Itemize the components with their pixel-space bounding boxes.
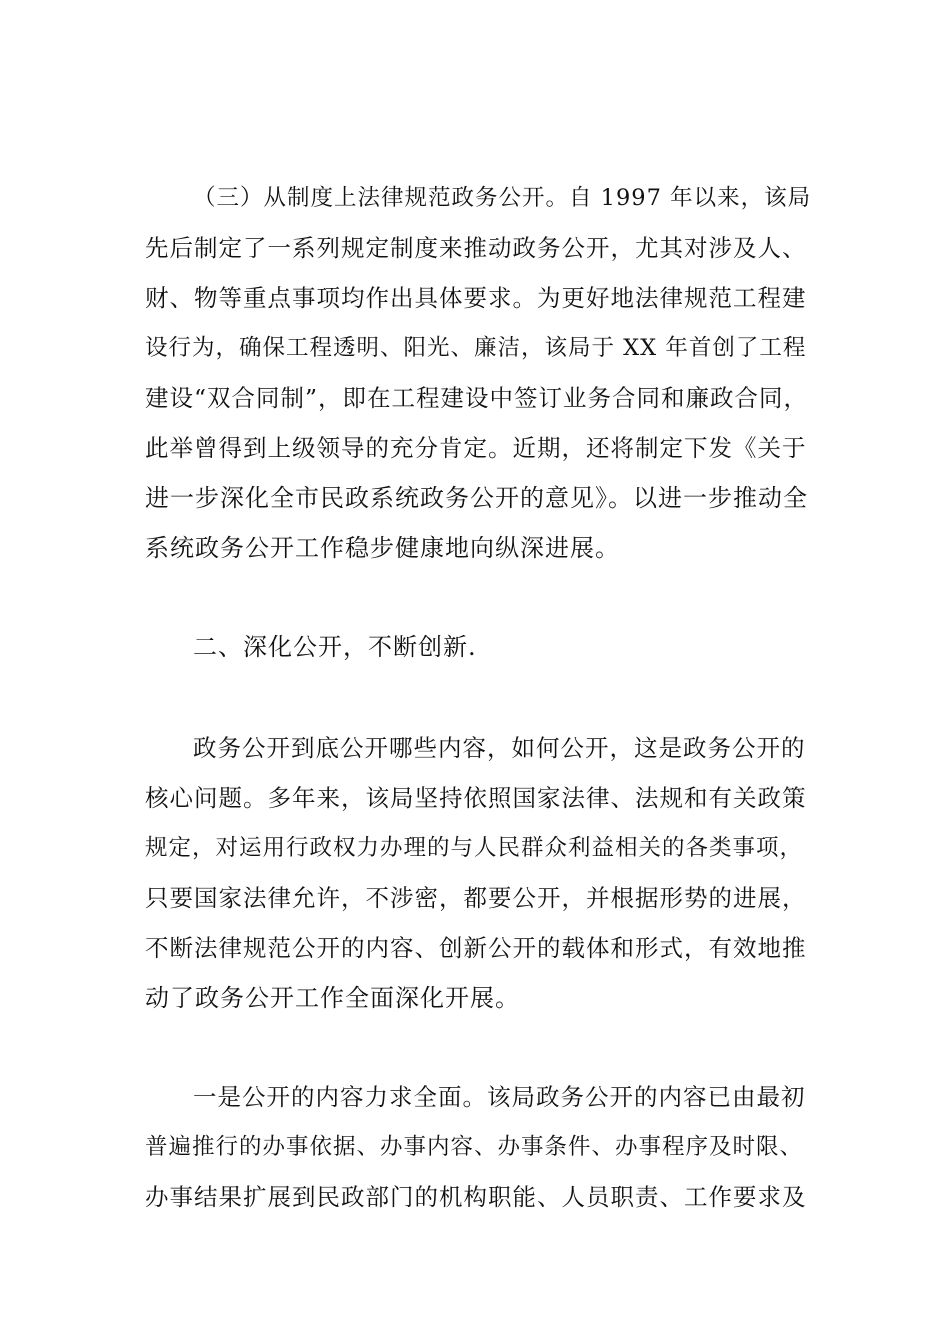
text-line: 此举曾得到上级领导的充分肯定。近期，还将制定下发《关于	[145, 434, 807, 462]
text-line: 政务公开到底公开哪些内容，如何公开，这是政务公开的	[193, 734, 806, 762]
text-line: （三）从制度上法律规范政务公开。自 1997 年以来，该局	[193, 185, 812, 211]
text-line: 一是公开的内容力求全面。该局政务公开的内容已由最初	[193, 1083, 806, 1111]
text-line: 建设“双合同制”，即在工程建设中签订业务合同和廉政合同，	[145, 384, 809, 412]
text-line: 系统政务公开工作稳步健康地向纵深进展。	[145, 534, 620, 562]
text-line: 规定，对运用行政权力办理的与人民群众利益相关的各类事项，	[145, 835, 804, 861]
heading-text: 二、深化公开，不断创新.	[193, 633, 477, 661]
text-line: 核心问题。多年来，该局坚持依照国家法律、法规和有关政策	[145, 784, 807, 812]
text-line: 只要国家法律允许，不涉密，都要公开，并根据形势的进展，	[145, 884, 807, 912]
text-line: 进一步深化全市民政系统政务公开的意见》。以进一步推动全	[145, 484, 808, 512]
text-line: 不断法律规范公开的内容、创新公开的载体和形式，有效地推	[145, 934, 807, 962]
text-line: 财、物等重点事项均作出具体要求。为更好地法律规范工程建	[145, 284, 807, 312]
text-line: 先后制定了一系列规定制度来推动政务公开，尤其对涉及人、	[145, 234, 807, 262]
text-line: 设行为，确保工程透明、阳光、廉洁，该局于 XX 年首创了工程	[145, 335, 807, 361]
text-line: 普遍推行的办事依据、办事内容、办事条件、办事程序及时限、	[145, 1134, 804, 1160]
text-line: 办事结果扩展到民政部门的机构职能、人员职责、工作要求及	[145, 1183, 807, 1211]
text-line: 动了政务公开工作全面深化开展。	[145, 984, 520, 1012]
